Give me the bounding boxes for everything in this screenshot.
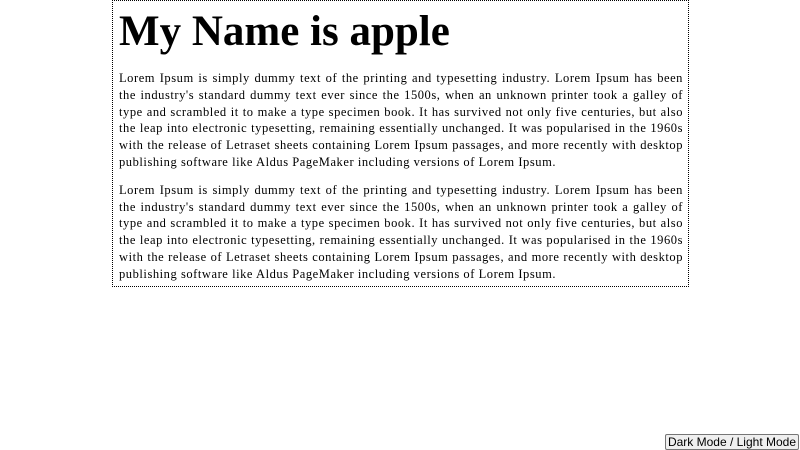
paragraph-1: Lorem Ipsum is simply dummy text of the printing and typesetting industry. Lorem Ipsum has been the industry's standard dummy text ever since the 1500s, when an unknown printer took a galley of type and scrambled it to make a type specimen book. It has survived not only five centuries, but also the leap into electronic typesetting, remaining essentially unchanged. It was popularised in the 1960s with the release of Letraset sheets containing Lorem Ipsum passages, and more recently with desktop publishing software like Aldus PageMaker including versions of Lorem Ipsum. bbox=[119, 71, 683, 169]
content-box bbox=[112, 0, 689, 287]
page-title: My Name is apple bbox=[119, 8, 450, 55]
theme-toggle-button[interactable]: Dark Mode / Light Mode bbox=[665, 434, 799, 450]
paragraph-2: Lorem Ipsum is simply dummy text of the printing and typesetting industry. Lorem Ipsum has been the industry's standard dummy text ever since the 1500s, when an unknown printer took a galley of type and scrambled it to make a type specimen book. It has survived not only five centuries, but also the leap into electronic typesetting, remaining essentially unchanged. It was popularised in the 1960s with the release of Letraset sheets containing Lorem Ipsum passages, and more recently with desktop publishing software like Aldus PageMaker including versions of Lorem Ipsum. bbox=[119, 182, 683, 281]
